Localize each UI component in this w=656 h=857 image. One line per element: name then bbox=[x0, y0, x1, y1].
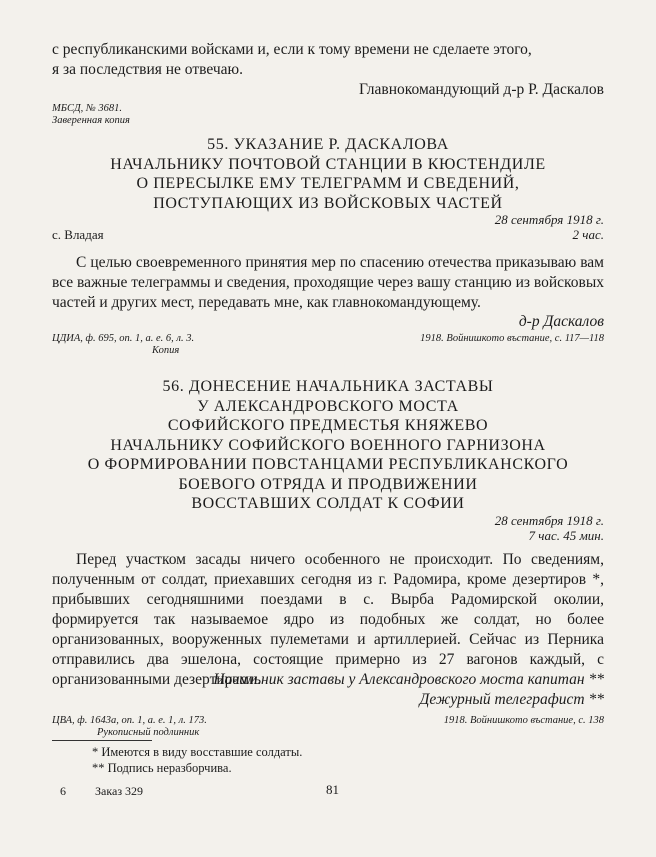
doc55-place: с. Владая bbox=[52, 227, 104, 242]
continued-text: с республиканскими войсками и, если к тому времени не сделаете этого, я за последствия не отвечаю. bbox=[52, 41, 532, 78]
doc55-text: С целью своевременного принятия мер по спасению отечества приказываю вам все важные телеграммы и сведения, проходящие через вашу станцию из войсковых частей и других мест, передавать мне, как главнокомандующему. bbox=[52, 254, 604, 311]
doc56-dateline: 28 сентября 1918 г. 7 час. 45 мин. bbox=[494, 513, 604, 543]
footer-order: Заказ 329 bbox=[95, 784, 144, 798]
top-reference: МБСД, № 3681. Заверенная копия bbox=[52, 103, 130, 126]
doc56-sources: ЦВА, ф. 1643а, оп. 1, а. е. 1, л. 173. Рукописный подлинник 1918. Войнишкото въстание, с. 138 bbox=[52, 715, 604, 738]
doc56-title: 56. ДОНЕСЕНИЕ НАЧАЛЬНИКА ЗАСТАВЫ У АЛЕКСАНДРОВСКОГО МОСТА СОФИЙСКОГО ПРЕДМЕСТЬЯ КНЯЖЕВО НАЧАЛЬНИКУ СОФИЙСКОГО ВОЕННОГО ГАРНИЗОНА О ФОРМИРОВАНИИ ПОВСТАНЦАМИ РЕСПУБЛИКАНСКОГО БОЕВОГО ОТРЯДА И ПРОДВИЖЕНИИ ВОССТАВШИХ СОЛДАТ К СОФИИ bbox=[87, 378, 569, 512]
doc56-text: Перед участком засады ничего особенного не происходит. По сведениям, полученным от солдат, приехавших сегодня из г. Радомира, кроме дезертиров *, прибывших сегодняшними поездами в с. Вырба Радомирской околии, формируется так называемое ядро из подобных же солдат, но более организованных, вооруженных пулеметами и артиллерией. Сейчас из Перника отправились два эшелона, состоящие примерно из 27 вагонов каждый, с организованными дезертирами. bbox=[52, 551, 604, 688]
doc56-signatures: Начальник заставы у Александровского моста капитан ** Дежурный телеграфист ** bbox=[213, 671, 604, 708]
doc55-dateline: 28 сентября 1918 г. с. Владая 2 час. bbox=[52, 212, 604, 242]
doc55-sources: ЦДИА, ф. 695, оп. 1, а. е. 6, л. 3. Копия 1918. Войнишкото въстание, с. 117—118 bbox=[52, 333, 604, 356]
footnotes: * Имеются в виду восставшие солдаты. ** Подпись неразборчива. bbox=[92, 745, 303, 775]
top-signature: Главнокомандующий д-р Р. Даскалов bbox=[358, 81, 604, 98]
doc55-signature: д-р Даскалов bbox=[518, 313, 604, 330]
footnote-rule bbox=[52, 740, 152, 741]
doc55-title: 55. УКАЗАНИЕ Р. ДАСКАЛОВА НАЧАЛЬНИКУ ПОЧТОВОЙ СТАНЦИИ В КЮСТЕНДИЛЕ О ПЕРЕСЫЛКЕ ЕМУ ТЕЛЕГРАММ И СВЕДЕНИЙ, ПОСТУПАЮЩИХ ИЗ ВОЙСКОВЫХ ЧАСТЕЙ bbox=[110, 136, 546, 212]
page-number: 81 bbox=[326, 782, 339, 797]
footer-left-number: 6 bbox=[60, 784, 66, 798]
